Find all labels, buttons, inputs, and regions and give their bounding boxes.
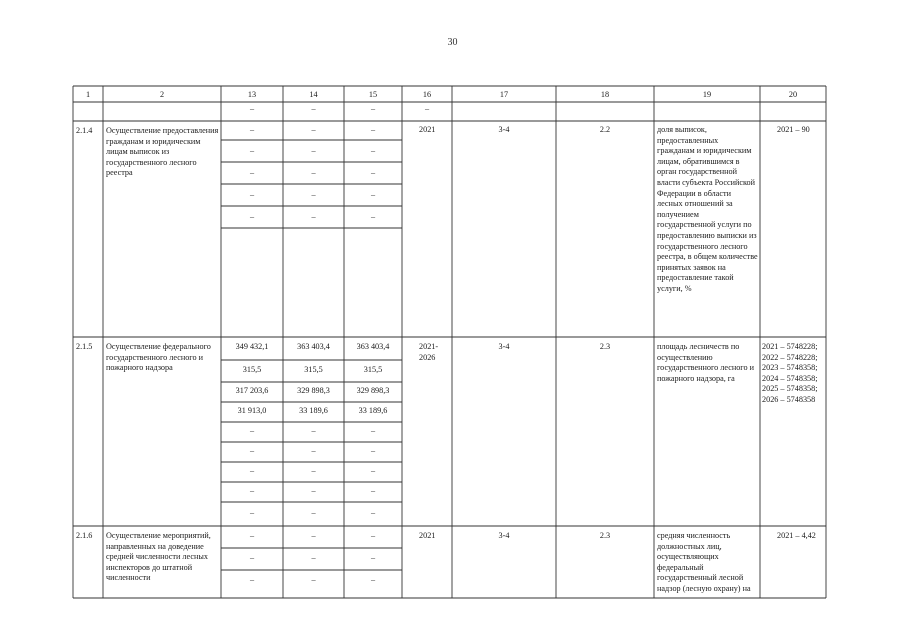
cell-c17: 3-4 bbox=[498, 531, 510, 540]
cell-indicator: средняя численность должностных лиц, осуществляющих федеральный государственный лесной надзор (лесную охрану) на bbox=[657, 531, 751, 593]
cell-targets: 2021 – 90 bbox=[777, 125, 810, 134]
cell-c14: – bbox=[311, 575, 316, 584]
header-col-13: 13 bbox=[247, 90, 257, 99]
cell-years: 2021- 2026 bbox=[419, 342, 439, 362]
header-col-18: 18 bbox=[600, 90, 610, 99]
continuation-dash: – bbox=[370, 104, 376, 113]
cell-c13: 317 203,6 bbox=[235, 386, 269, 395]
header-col-14: 14 bbox=[309, 90, 318, 99]
cell-c14: 315,5 bbox=[304, 365, 323, 374]
cell-targets: 2021 – 4,42 bbox=[777, 531, 816, 540]
cell-c13: – bbox=[249, 466, 255, 475]
page-number: 30 bbox=[447, 37, 458, 48]
cell-c14: – bbox=[311, 168, 316, 177]
cell-c13: – bbox=[249, 575, 255, 584]
cell-c14: – bbox=[311, 426, 316, 435]
header-col-16: 16 bbox=[422, 90, 432, 99]
cell-c15: – bbox=[370, 466, 376, 475]
cell-c13: – bbox=[249, 553, 255, 562]
row-id: 2.1.4 bbox=[76, 126, 93, 135]
cell-c17: 3-4 bbox=[498, 342, 510, 351]
cell-c15: – bbox=[370, 426, 376, 435]
cell-c15: – bbox=[370, 553, 376, 562]
cell-years: 2021 bbox=[419, 125, 436, 134]
cell-c14: – bbox=[311, 190, 316, 199]
cell-c13: – bbox=[249, 125, 255, 134]
cell-c14: 33 189,6 bbox=[299, 406, 328, 415]
cell-c13: – bbox=[249, 446, 255, 455]
header-col-1: 1 bbox=[85, 90, 91, 99]
cell-c14: – bbox=[311, 531, 316, 540]
row-id: 2.1.5 bbox=[76, 342, 93, 351]
cell-c15: – bbox=[370, 125, 376, 134]
cell-c13: – bbox=[249, 486, 255, 495]
cell-indicator: площадь лесничеств по осуществлению государственного лесного и пожарного надзора, га bbox=[657, 342, 754, 383]
cell-c17: 3-4 bbox=[498, 125, 510, 134]
cell-c14: – bbox=[311, 446, 316, 455]
cell-c13: – bbox=[249, 426, 255, 435]
cell-c15: 329 898,3 bbox=[356, 386, 390, 395]
continuation-dash: – bbox=[424, 104, 430, 113]
cell-c15: – bbox=[370, 446, 376, 455]
row-name: Осуществление предоставления гражданам и юридическим лицам выписок из государственного лесного реестра bbox=[106, 126, 219, 178]
cell-c15: – bbox=[370, 146, 376, 155]
cell-c15: – bbox=[370, 190, 376, 199]
header-col-17: 17 bbox=[499, 90, 509, 99]
cell-c13: – bbox=[249, 146, 255, 155]
cell-targets: 2021 – 5748228; 2022 – 5748228; 2023 – 5748358; 2024 – 5748358; 2025 – 5748358; 2026 – 5748358 bbox=[762, 342, 818, 404]
cell-c15: 363 403,4 bbox=[356, 342, 390, 351]
cell-c13: 315,5 bbox=[242, 365, 262, 374]
cell-c14: – bbox=[311, 146, 316, 155]
cell-c15: 315,5 bbox=[363, 365, 383, 374]
cell-c13: – bbox=[249, 190, 255, 199]
cell-c15: – bbox=[370, 508, 376, 517]
row-id: 2.1.6 bbox=[76, 531, 93, 540]
cell-c15: – bbox=[370, 531, 376, 540]
header-col-2: 2 bbox=[159, 90, 165, 99]
cell-c18: 2.3 bbox=[599, 342, 611, 351]
row-name: Осуществление федерального государственного лесного и пожарного надзора bbox=[106, 342, 211, 373]
cell-c14: 363 403,4 bbox=[297, 342, 330, 351]
cell-c14: – bbox=[311, 125, 316, 134]
cell-c15: 33 189,6 bbox=[358, 406, 388, 415]
cell-c13: 31 913,0 bbox=[237, 406, 267, 415]
cell-c13: – bbox=[249, 168, 255, 177]
cell-c14: – bbox=[311, 553, 316, 562]
cell-c15: – bbox=[370, 212, 376, 221]
cell-c13: – bbox=[249, 508, 255, 517]
cell-years: 2021 bbox=[419, 531, 436, 540]
cell-c14: – bbox=[311, 212, 316, 221]
cell-indicator: доля выписок, предоставленных гражданам и юридическим лицам, обратившимся в орган государственной власти субъекта Российской Федерации в области лесных отношений за получением государственной услуги по предоставлению выписки из государственного лесного реестра, в общем количестве принятых заявок на предоставление такой услуги, % bbox=[657, 125, 758, 293]
header-col-19: 19 bbox=[702, 90, 712, 99]
header-col-20: 20 bbox=[788, 90, 798, 99]
header-col-15: 15 bbox=[368, 90, 378, 99]
cell-c14: – bbox=[311, 508, 316, 517]
cell-c14: – bbox=[311, 486, 316, 495]
cell-c13: 349 432,1 bbox=[235, 342, 269, 351]
cell-c15: – bbox=[370, 486, 376, 495]
continuation-dash: – bbox=[249, 104, 255, 113]
cell-c18: 2.2 bbox=[599, 125, 611, 134]
cell-c14: – bbox=[311, 466, 316, 475]
cell-c18: 2.3 bbox=[599, 531, 611, 540]
cell-c14: 329 898,3 bbox=[297, 386, 330, 395]
cell-c13: – bbox=[249, 531, 255, 540]
cell-c13: – bbox=[249, 212, 255, 221]
row-name: Осуществление мероприятий, направленных на доведение средней численности лесных инспекторов до штатной численности bbox=[106, 531, 211, 583]
continuation-dash: – bbox=[311, 104, 316, 113]
cell-c15: – bbox=[370, 575, 376, 584]
cell-c15: – bbox=[370, 168, 376, 177]
